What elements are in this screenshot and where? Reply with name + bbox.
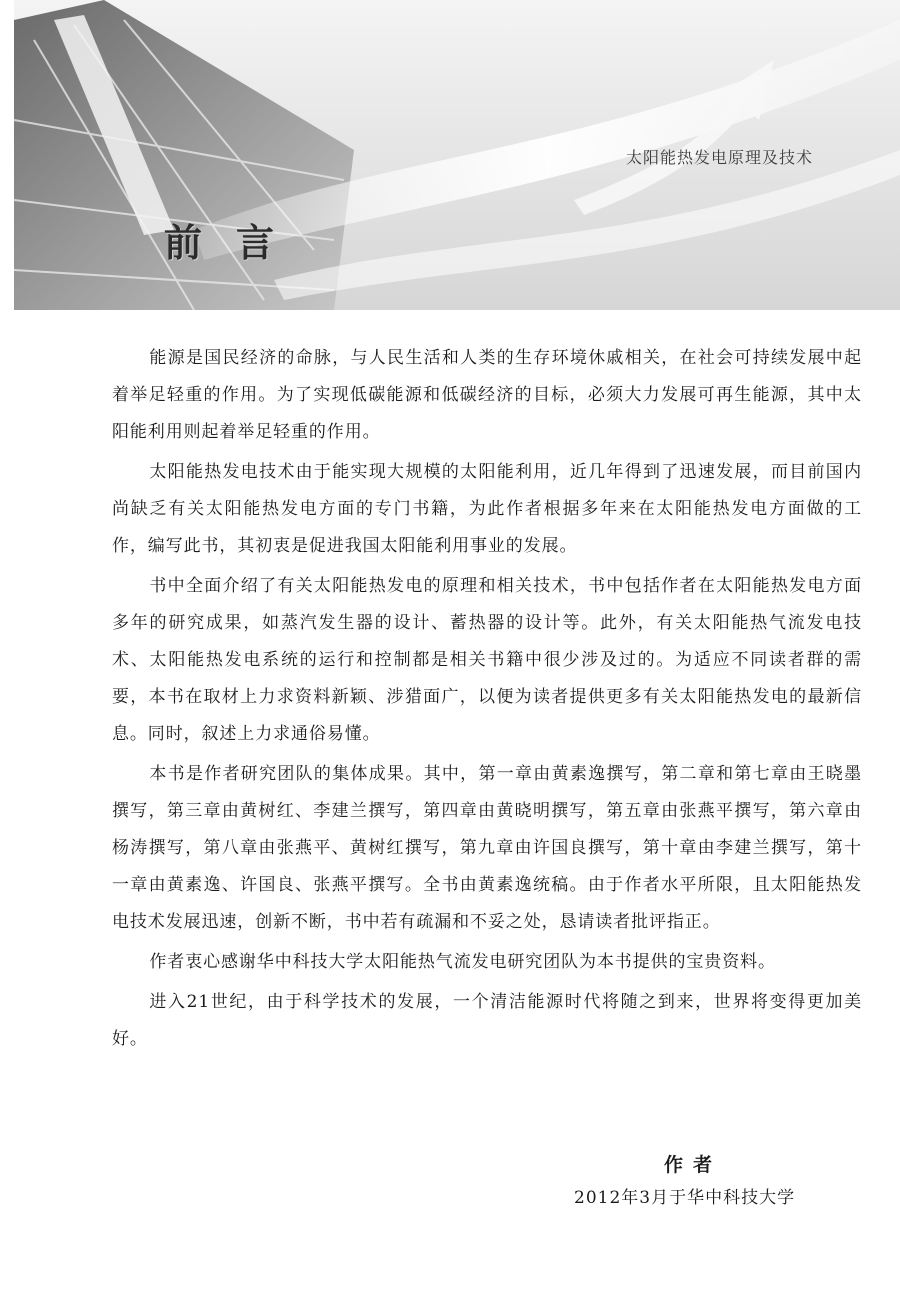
paragraph: 太阳能热发电技术由于能实现大规模的太阳能利用，近几年得到了迅速发展，而目前国内尚缺乏有关太阳能热发电方面的专门书籍，为此作者根据多年来在太阳能热发电方面做的工作，编写此书，其初衷是促进我国太阳能利用事业的发展。 [112, 462, 862, 556]
swoosh-shape-2 [274, 150, 900, 300]
section-title: 前言 [164, 220, 309, 265]
header-banner [14, 0, 900, 310]
paragraph: 能源是国民经济的命脉，与人民生活和人类的生存环境休戚相关，在社会可持续发展中起着举足轻重的作用。为了实现低碳能源和低碳经济的目标，必须大力发展可再生能源，其中太阳能利用则起着举足轻重的作用。 [112, 348, 862, 442]
signature-date-place: 2012年3月于华中科技大学 [574, 1188, 796, 1208]
paragraph: 作者衷心感谢华中科技大学太阳能热气流发电研究团队为本书提供的宝贵资料。 [149, 952, 776, 972]
paragraph: 本书是作者研究团队的集体成果。其中，第一章由黄素逸撰写，第二章和第七章由王晓墨撰写，第三章由黄树红、李建兰撰写，第四章由黄晓明撰写，第五章由张燕平撰写，第六章由杨涛撰写，第八章由张燕平、黄树红撰写，第九章由许国良撰写，第十章由李建兰撰写，第十一章由黄素逸、许国良、张燕平撰写。全书由黄素逸统稿。由于作者水平所限，且太阳能热发电技术发展迅速，创新不断，书中若有疏漏和不妥之处，恳请读者批评指正。 [112, 764, 862, 932]
paragraph: 进入21世纪，由于科学技术的发展，一个清洁能源时代将随之到来，世界将变得更加美好。 [112, 992, 862, 1049]
book-title: 太阳能热发电原理及技术 [626, 148, 814, 167]
signature-author: 作者 [664, 1154, 723, 1176]
preface-body [112, 340, 862, 1061]
paragraph: 书中全面介绍了有关太阳能热发电的原理和相关技术，书中包括作者在太阳能热发电方面多年的研究成果，如蒸汽发生器的设计、蓄热器的设计等。此外，有关太阳能热气流发电技术、太阳能热发电系统的运行和控制都是相关书籍中很少涉及过的。为适应不同读者群的需要，本书在取材上力求资料新颖、涉猎面广，以便为读者提供更多有关太阳能热发电的最新信息。同时，叙述上力求通俗易懂。 [112, 576, 862, 744]
